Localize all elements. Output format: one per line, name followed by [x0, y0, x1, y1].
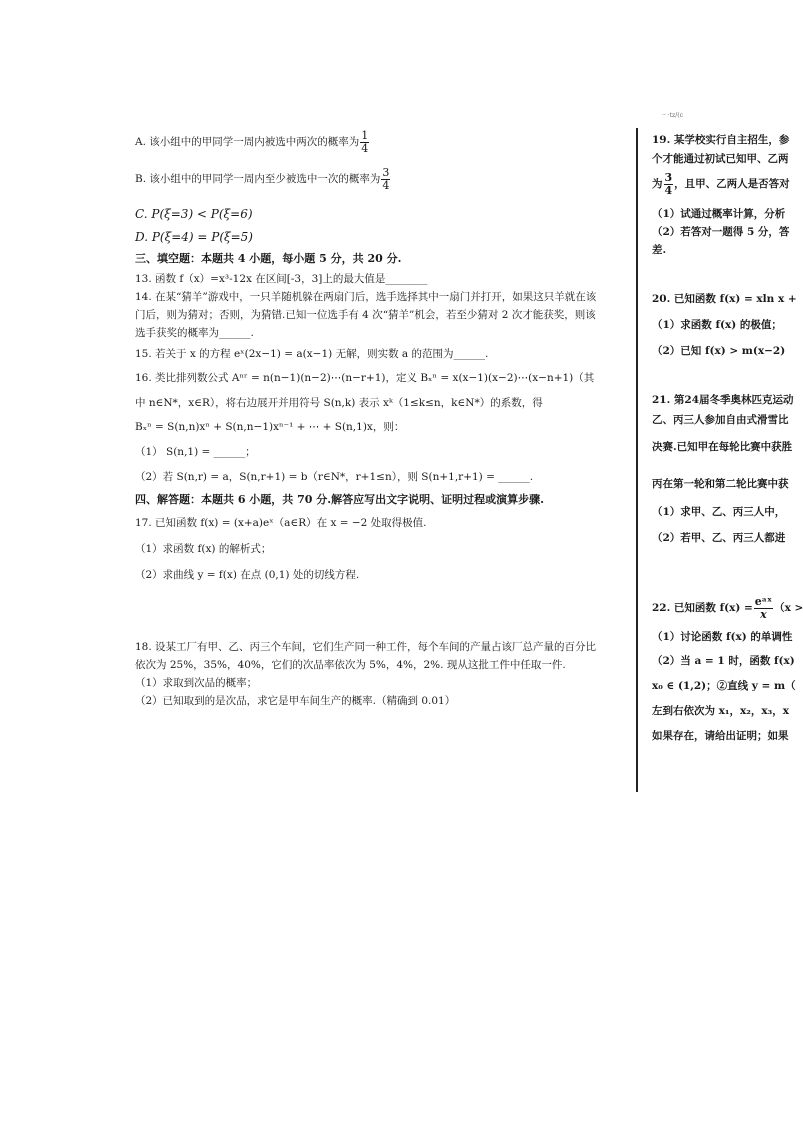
question-19-line-end: 差. — [652, 244, 667, 256]
question-22: 22. 已知函数 f(x) = $\frac{\text{eᵃˣ}}{x}$ （x > — [652, 595, 803, 621]
question-19-line3: 为 $\frac{3}{4}$ ，且甲、乙两人是否答对 — [652, 171, 790, 197]
question-16-line2: 中 n∈N*，x∈R），将右边展开并用符号 S(n,k) 表示 xᵏ（1≤k≤n，k∈N*）的系数，得 — [135, 397, 543, 409]
question-21-line2: 乙、丙三人参加自由式滑雪比 — [652, 414, 789, 426]
question-22-part2: （2）当 a = 1 时，函数 f(x) — [652, 655, 795, 667]
option-a — [135, 130, 370, 154]
question-14-line1: 14. 在某“猜羊”游戏中，一只羊随机躲在两扇门后，选手选择其中一扇门并打开，如果这只羊就在该 — [135, 291, 597, 303]
option-b — [135, 167, 391, 191]
option-a-text: A. 该小组中的甲同学一周内被选中两次的概率为 — [135, 136, 360, 149]
question-19-line1: 19. 某学校实行自主招生，参 — [652, 134, 790, 146]
question-21-part2: （2）若甲、乙、丙三人都进 — [652, 532, 786, 544]
question-16-part1: （1） S(n,1) = ______； — [135, 446, 256, 458]
question-22-fraction: $\frac{\text{eᵃˣ}}{x}$ — [754, 595, 773, 621]
option-b-fraction: $\frac{3}{4}$ — [382, 166, 390, 192]
question-16-line1: 16. 类比排列数公式 Aⁿʳ = n(n−1)(n−2)⋯(n−r+1)，定义 Bₓⁿ = x(x−1)(x−2)⋯(x−n+1)（其 — [135, 372, 595, 384]
option-a-fraction: $\frac{1}{4}$ — [361, 129, 369, 155]
question-20-part1: （1）求函数 f(x) 的极值； — [652, 319, 782, 331]
option-c: C. P(ξ=3) < P(ξ=6) — [135, 207, 253, 221]
question-19-part1: （1）试通过概率计算，分析 — [652, 208, 786, 220]
question-20-part2: （2）已知 f(x) > m(x−2) — [652, 345, 786, 357]
question-18-part1: （1）求取到次品的概率； — [135, 677, 258, 689]
question-17: 17. 已知函数 f(x) = (x+a)eˣ（a∈R）在 x = −2 处取得极值. — [135, 517, 427, 529]
question-22-line5: 左到右依次为 x₁，x₂，x₃，x — [652, 705, 789, 717]
question-15: 15. 若关于 x 的方程 eˣ(2x−1) = a(x−1) 无解，则实数 a 的范围为______. — [135, 348, 489, 360]
question-22-line4: x₀ ∈ (1,2)；②直线 y = m（ — [652, 680, 796, 692]
question-16-part2: （2）若 S(n,r) = a，S(n,r+1) = b（r∈N*，r+1≤n），则 S(n+1,r+1) = ______. — [135, 471, 534, 483]
right-column — [648, 0, 803, 1123]
question-17-part2: （2）求曲线 y = f(x) 在点 (0,1) 处的切线方程. — [135, 569, 360, 581]
question-19-part2: （2）若答对一题得 5 分，答 — [652, 226, 790, 238]
question-13: 13. 函数 f（x）=x³-12x 在区间[-3，3]上的最大值是________ — [135, 273, 428, 285]
question-18-part2: （2）已知取到的是次品，求它是甲车间生产的概率.（精确到 0.01） — [135, 695, 456, 707]
question-22-line6: 如果存在，请给出证明；如果 — [652, 730, 789, 742]
question-17-part1: （1）求函数 f(x) 的解析式； — [135, 543, 272, 555]
question-14-line3: 选手获奖的概率为______. — [135, 327, 254, 339]
question-18-line2: 依次为 25%，35%，40%，它们的次品率依次为 5%，4%，2%. 现从这批工件中任取一件. — [135, 659, 566, 671]
question-22-part1: （1）讨论函数 f(x) 的单调性 — [652, 631, 793, 643]
question-21-line4: 丙在第一轮和第二轮比赛中获 — [652, 478, 789, 490]
question-16-line3: Bₓⁿ = S(n,n)xⁿ + S(n,n−1)xⁿ⁻¹ + ⋯ + S(n,1)x，则： — [135, 421, 405, 433]
question-19-line2: 个才能通过初试已知甲、乙两 — [652, 153, 789, 165]
scan-mark: ·· ·tz/(c — [662, 112, 683, 119]
option-b-text: B. 该小组中的甲同学一周内至少被选中一次的概率为 — [135, 173, 381, 186]
question-18-line1: 18. 设某工厂有甲、乙、丙三个车间，它们生产同一种工件，每个车间的产量占该厂总产量的百分比 — [135, 641, 597, 653]
column-divider — [636, 128, 638, 792]
section-4-heading: 四、解答题：本题共 6 小题，共 70 分.解答应写出文字说明、证明过程或演算步骤. — [135, 493, 544, 506]
question-14-line2: 门后，则为猜对；否则，为猜错.已知一位选手有 4 次“猜羊”机会，若至少猜对 2 次才能获奖，则该 — [135, 309, 596, 321]
question-19-fraction: $\frac{3}{4}$ — [664, 171, 673, 197]
question-21-part1: （1）求甲、乙、丙三人中， — [652, 506, 786, 518]
question-21-line3: 决赛.已知甲在每轮比赛中获胜 — [652, 441, 793, 453]
option-d: D. P(ξ=4) = P(ξ=5) — [135, 230, 253, 244]
section-3-heading: 三、填空题：本题共 4 小题，每小题 5 分，共 20 分. — [135, 252, 402, 265]
question-20: 20. 已知函数 f(x) = xln x + — [652, 293, 797, 305]
question-21-line1: 21. 第24届冬季奥林匹克运动 — [652, 394, 794, 406]
